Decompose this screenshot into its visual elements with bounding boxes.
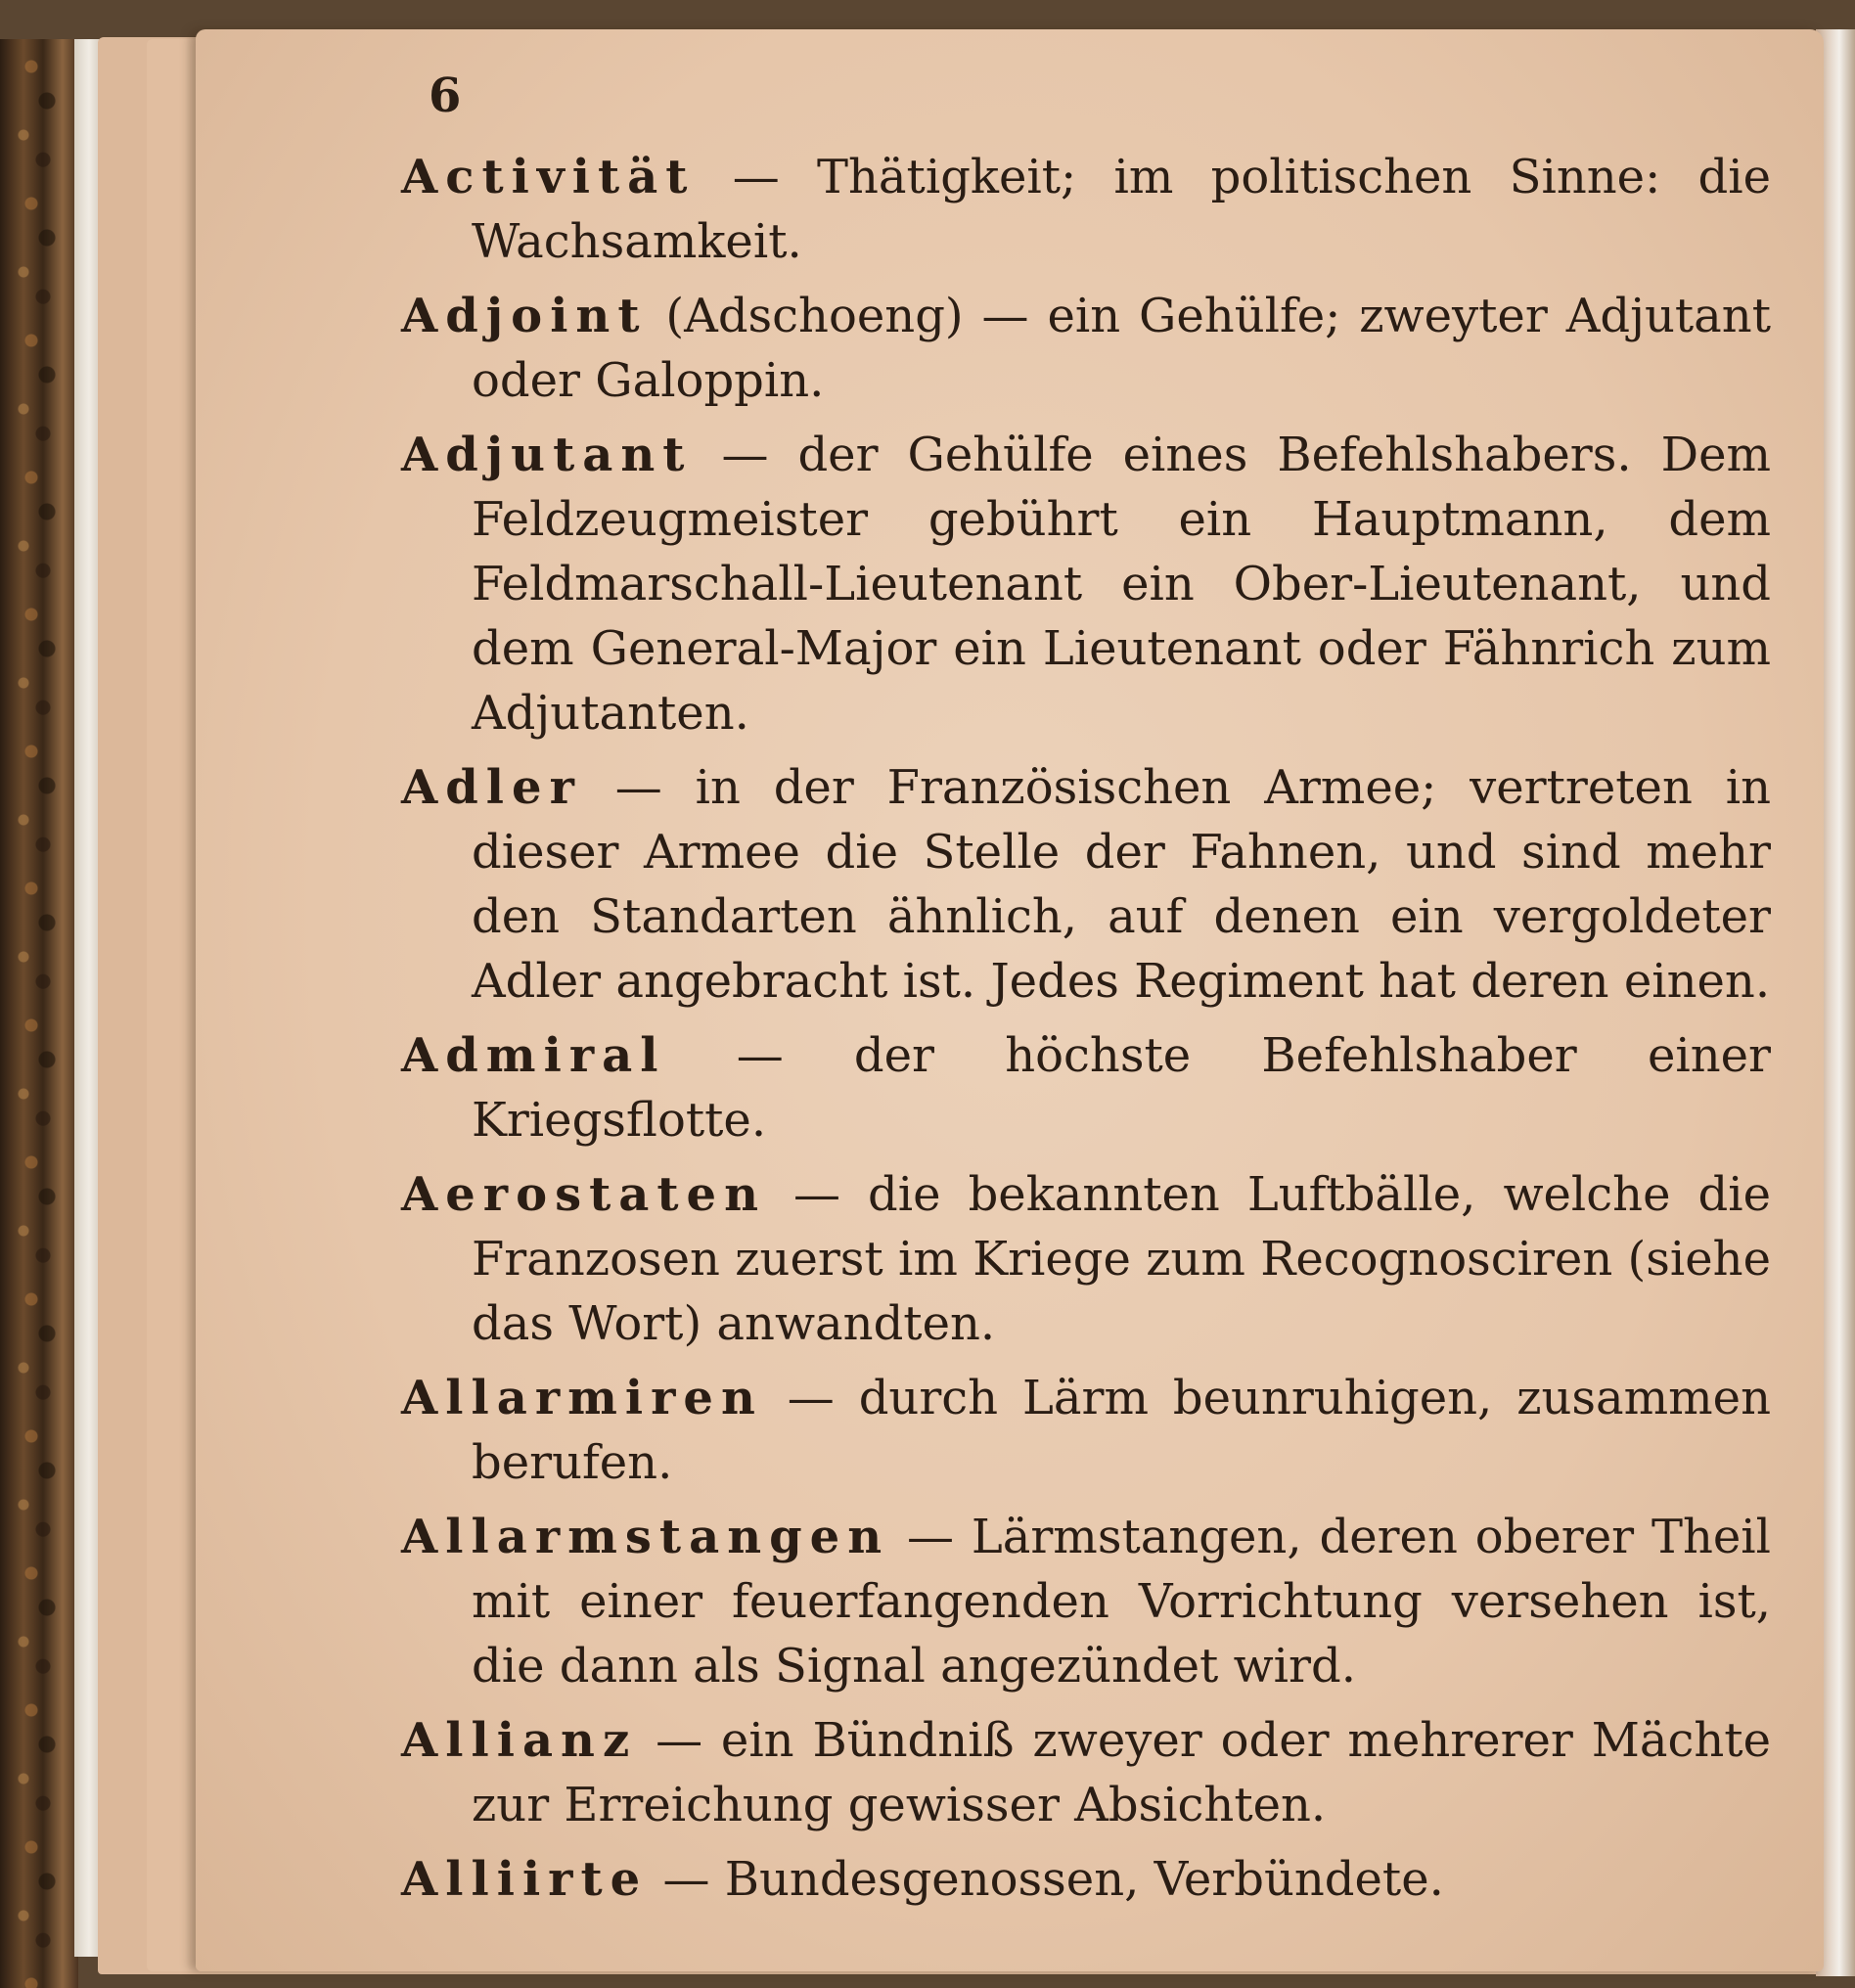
page-number: 6	[429, 68, 462, 123]
glossary-entry	[401, 1162, 1771, 1356]
glossary-entry	[401, 755, 1771, 1014]
entry-definition: — in der Französischen Armee; vertreten in dieser Armee die Stelle der Fahnen, und sind mehr den Standarten ähnlich, auf denen ein vergoldeter Adler angebracht ist. Jedes Regiment hat deren einen.	[472, 760, 1771, 1009]
entry-term: Allarmiren	[401, 1371, 763, 1425]
entry-definition: — der höchste Befehlshaber einer Kriegsflotte.	[472, 1028, 1771, 1148]
glossary-entry	[401, 1505, 1771, 1698]
book-spine	[0, 39, 78, 1988]
entry-term: Adler	[401, 760, 582, 815]
glossary-entry	[401, 1708, 1771, 1837]
entry-term: Alliirte	[401, 1852, 649, 1907]
spine-marbling	[0, 39, 78, 1988]
glossary-entries	[401, 145, 1771, 1921]
entry-term: Admiral	[401, 1028, 666, 1083]
entry-definition: — Bundesgenossen, Verbündete.	[662, 1852, 1444, 1907]
glossary-entry	[401, 1366, 1771, 1495]
entry-term: Allarmstangen	[401, 1510, 890, 1564]
entry-definition: — durch Lärm beunruhigen, zusammen berufen.	[472, 1371, 1771, 1490]
glossary-entry	[401, 145, 1771, 274]
entry-term: Activität	[401, 150, 696, 204]
entry-term: Adjutant	[401, 428, 693, 482]
glossary-entry	[401, 1847, 1771, 1912]
entry-definition: — Lärmstangen, deren oberer Theil mit einer feuerfangenden Vorrichtung versehen ist, die dann als Signal angezündet wird.	[472, 1510, 1771, 1694]
entry-term: Adjoint	[401, 289, 648, 343]
glossary-entry	[401, 1023, 1771, 1152]
entry-definition: — der Gehülfe eines Befehlshabers. Dem Feldzeugmeister gebührt ein Hauptmann, dem Feldmarschall-Lieutenant ein Ober-Lieutenant, und dem General-Major ein Lieutenant oder Fähnrich zum Adjutanten.	[472, 428, 1771, 741]
glossary-entry	[401, 284, 1771, 413]
entry-definition: — Thätigkeit; im politischen Sinne: die Wachsamkeit.	[472, 150, 1772, 269]
entry-definition: — ein Bündniß zweyer oder mehrerer Mächte zur Erreichung gewisser Absichten.	[472, 1713, 1771, 1832]
entry-definition: (Adschoeng) — ein Gehülfe; zweyter Adjutant oder Galoppin.	[472, 289, 1771, 408]
entry-term: Allianz	[401, 1713, 638, 1768]
glossary-entry	[401, 423, 1771, 746]
entry-definition: — die bekannten Luftbälle, welche die Franzosen zuerst im Kriege zum Recognosciren (siehe das Wort) anwandten.	[472, 1167, 1771, 1351]
entry-term: Aerostaten	[401, 1167, 766, 1222]
